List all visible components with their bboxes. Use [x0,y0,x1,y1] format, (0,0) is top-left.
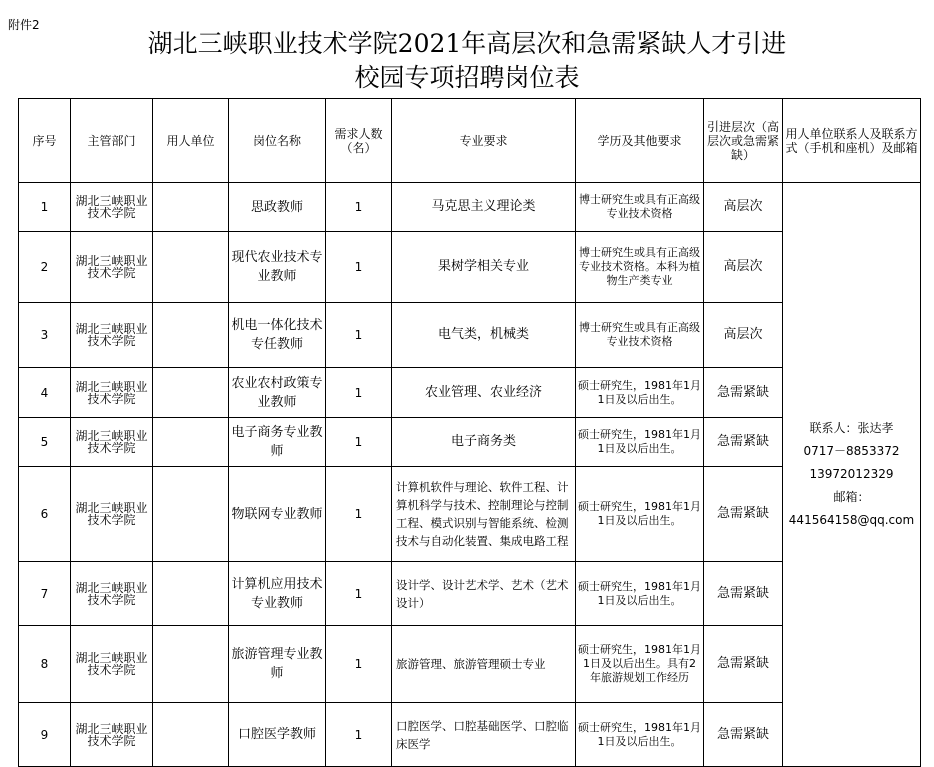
cell-major: 农业管理、农业经济 [392,368,576,418]
cell-position: 旅游管理专业教师 [229,626,326,703]
cell-unit [153,368,229,418]
cell-count: 1 [326,368,392,418]
cell-unit [153,232,229,303]
cell-seq: 1 [19,183,71,232]
cell-dept: 湖北三峡职业技术学院 [71,467,153,562]
cell-dept: 湖北三峡职业技术学院 [71,703,153,767]
cell-unit [153,562,229,626]
cell-position: 电子商务专业教师 [229,418,326,467]
cell-unit [153,626,229,703]
cell-dept: 湖北三峡职业技术学院 [71,232,153,303]
cell-unit [153,183,229,232]
contact-person: 联系人：张达孝 [809,421,894,435]
cell-position: 口腔医学教师 [229,703,326,767]
cell-level: 急需紧缺 [704,418,783,467]
cell-position: 现代农业技术专业教师 [229,232,326,303]
cell-count: 1 [326,303,392,368]
cell-unit [153,303,229,368]
cell-seq: 3 [19,303,71,368]
header-unit: 用人单位 [153,99,229,183]
page-title: 湖北三峡职业技术学院2021年高层次和急需紧缺人才引进 [147,29,787,58]
cell-edu: 硕士研究生，1981年1月1日及以后出生。 [576,703,704,767]
cell-level: 急需紧缺 [704,368,783,418]
cell-count: 1 [326,562,392,626]
contact-cell [783,183,921,767]
cell-count: 1 [326,183,392,232]
contact-phone-mobile: 13972012329 [809,467,894,481]
cell-unit [153,467,229,562]
cell-level: 急需紧缺 [704,467,783,562]
cell-major: 马克思主义理论类 [392,183,576,232]
cell-count: 1 [326,467,392,562]
cell-dept: 湖北三峡职业技术学院 [71,626,153,703]
cell-dept: 湖北三峡职业技术学院 [71,562,153,626]
cell-seq: 9 [19,703,71,767]
cell-edu: 硕士研究生，1981年1月1日及以后出生。具有2年旅游规划工作经历 [576,626,704,703]
header-level: 引进层次（高层次或急需紧缺） [704,99,783,183]
header-contact: 用人单位联系人及联系方式（手机和座机）及邮箱 [783,99,921,183]
contact-email: 441564158@qq.com [788,513,915,527]
cell-level: 高层次 [704,183,783,232]
cell-major: 计算机软件与理论、软件工程、计算机科学与技术、控制理论与控制工程、模式识别与智能系统、检测技术与自动化装置、集成电路工程 [392,467,576,562]
cell-edu: 博士研究生或具有正高级专业技术资格 [576,183,704,232]
cell-major: 设计学、设计艺术学、艺术（艺术设计） [392,562,576,626]
cell-dept: 湖北三峡职业技术学院 [71,303,153,368]
cell-position: 机电一体化技术专任教师 [229,303,326,368]
cell-unit [153,703,229,767]
cell-seq: 4 [19,368,71,418]
cell-position: 农业农村政策专业教师 [229,368,326,418]
cell-level: 高层次 [704,232,783,303]
header-position: 岗位名称 [229,99,326,183]
cell-unit [153,418,229,467]
cell-edu: 博士研究生或具有正高级专业技术资格 [576,303,704,368]
cell-major: 果树学相关专业 [392,232,576,303]
page-subtitle: 校园专项招聘岗位表 [354,63,580,92]
cell-major: 电气类，机械类 [392,303,576,368]
header-count: 需求人数（名） [326,99,392,183]
recruitment-table [18,98,921,767]
cell-seq: 2 [19,232,71,303]
annex-label: 附件2 [8,18,40,32]
cell-level: 急需紧缺 [704,562,783,626]
cell-edu: 硕士研究生，1981年1月1日及以后出生。 [576,467,704,562]
cell-seq: 8 [19,626,71,703]
header-edu: 学历及其他要求 [576,99,704,183]
cell-major: 旅游管理、旅游管理硕士专业 [392,626,576,703]
table-row [19,183,921,232]
header-seq: 序号 [19,99,71,183]
cell-count: 1 [326,232,392,303]
contact-email-label: 邮箱： [833,490,870,504]
cell-level: 急需紧缺 [704,626,783,703]
cell-edu: 博士研究生或具有正高级专业技术资格。本科为植物生产类专业 [576,232,704,303]
cell-edu: 硕士研究生，1981年1月1日及以后出生。 [576,368,704,418]
cell-position: 计算机应用技术专业教师 [229,562,326,626]
cell-level: 高层次 [704,303,783,368]
table-header-row [19,99,921,183]
cell-dept: 湖北三峡职业技术学院 [71,368,153,418]
cell-seq: 5 [19,418,71,467]
cell-seq: 7 [19,562,71,626]
cell-dept: 湖北三峡职业技术学院 [71,183,153,232]
cell-position: 物联网专业教师 [229,467,326,562]
cell-major: 口腔医学、口腔基础医学、口腔临床医学 [392,703,576,767]
cell-edu: 硕士研究生，1981年1月1日及以后出生。 [576,562,704,626]
cell-count: 1 [326,626,392,703]
cell-dept: 湖北三峡职业技术学院 [71,418,153,467]
cell-count: 1 [326,703,392,767]
cell-position: 思政教师 [229,183,326,232]
header-dept: 主管部门 [71,99,153,183]
cell-edu: 硕士研究生，1981年1月1日及以后出生。 [576,418,704,467]
cell-level: 急需紧缺 [704,703,783,767]
contact-phone-landline: 0717－8853372 [803,444,900,458]
cell-count: 1 [326,418,392,467]
cell-seq: 6 [19,467,71,562]
header-major: 专业要求 [392,99,576,183]
cell-major: 电子商务类 [392,418,576,467]
